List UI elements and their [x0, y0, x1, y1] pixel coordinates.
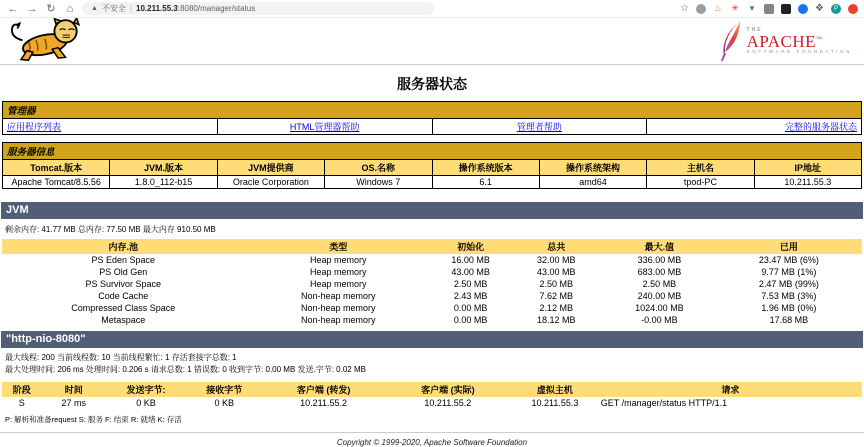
home-icon[interactable]: ⌂ [66, 2, 74, 15]
column-header: 发送字节: [106, 382, 186, 397]
table-cell: 2.43 MB [453, 291, 488, 301]
table-cell: Non-heap memory [300, 315, 376, 325]
reload-icon[interactable]: ↻ [46, 2, 56, 15]
table-cell: Apache Tomcat/8.5.56 [3, 176, 110, 189]
table-row [3, 176, 862, 189]
table-row [2, 302, 862, 314]
table-cell: 10.211.55.3 [754, 176, 861, 189]
link-manager-help[interactable]: 管理者帮助 [516, 122, 562, 132]
column-header: 操作系统版本 [432, 160, 539, 176]
table-cell: 1024.00 MB [635, 303, 684, 313]
table-cell: 6.1 [432, 176, 539, 189]
table-cell: -0.00 MB [641, 315, 678, 325]
table-cell: Heap memory [309, 255, 367, 265]
stage-legend: P: 解析和准备request S: 服务 F: 结束 R: 就绪 K: 存活 [5, 414, 182, 424]
table-cell: 17.68 MB [769, 315, 809, 325]
manager-table [2, 101, 862, 135]
tomcat-logo [6, 18, 88, 64]
table-cell: 23.47 MB (6%) [758, 255, 819, 265]
page-title: 服务器状态 [397, 76, 467, 92]
table-cell: 18.12 MB [536, 315, 576, 325]
table-cell: 9.77 MB (1%) [761, 267, 817, 277]
manager-links-row [3, 119, 862, 135]
connector-thread-stats: 最大线程: 200 当前线程数: 10 当前线程繁忙: 1 存活套接字总数: 1 [5, 353, 237, 362]
browser-toolbar [0, 0, 864, 18]
column-header: IP地址 [754, 160, 861, 176]
table-cell: PS Eden Space [91, 255, 156, 265]
column-header: 主机名 [647, 160, 754, 176]
jvm-section-banner: JVM [1, 202, 863, 219]
table-cell: 2.50 MB [453, 279, 488, 289]
manager-cell [647, 119, 862, 135]
table-cell: Non-heap memory [300, 291, 376, 301]
manager-section-title: 管理器 [3, 102, 862, 119]
manager-cell [3, 119, 218, 135]
table-cell: Heap memory [309, 267, 367, 277]
table-cell: Code Cache [98, 291, 149, 301]
extension-icon-6[interactable] [848, 4, 858, 14]
table-cell: 240.00 MB [637, 291, 682, 301]
table-cell: 2.50 MB [539, 279, 573, 289]
profile-avatar[interactable]: P [831, 4, 841, 14]
column-header: 时间 [42, 382, 107, 397]
extension-icon-3[interactable]: ▾ [747, 4, 757, 14]
table-cell: Oracle Corporation [217, 176, 324, 189]
table-row [2, 397, 862, 409]
apache-the-label: THE [746, 26, 763, 33]
url-path: :8080/manager/status [177, 4, 256, 13]
table-cell: Metaspace [101, 315, 146, 325]
table-row [2, 314, 862, 326]
table-cell: 10.211.55.3 [531, 397, 579, 408]
table-cell: S [18, 397, 25, 408]
table-cell: Windows 7 [325, 176, 432, 189]
column-header: 虚拟主机 [511, 382, 599, 397]
table-cell: 10.211.55.2 [300, 397, 348, 408]
server-info-title-row [3, 143, 862, 160]
table-cell: PS Old Gen [99, 267, 148, 277]
link-complete-server-status[interactable]: 完整的服务器状态 [784, 122, 857, 132]
table-cell: 0.00 MB [453, 315, 488, 325]
toolbar-extensions [680, 4, 858, 14]
connector-section-banner: "http-nio-8080" [1, 331, 863, 348]
apache-feather-icon [718, 20, 744, 62]
table-cell: PS Survivor Space [85, 279, 162, 289]
table-header-row [2, 382, 862, 397]
column-header: 操作系统架构 [539, 160, 646, 176]
connector-request-stats: 最大处理时间: 206 ms 处理时间: 0.206 s 请求总数: 1 错误数: 0 收到字节: 0.00 MB 发送.字节: 0.02 MB [5, 365, 366, 375]
table-cell: 27 ms [61, 397, 87, 408]
table-cell: 2.12 MB [539, 303, 573, 313]
link-html-manager-help[interactable]: HTML管理器帮助 [289, 122, 360, 132]
apache-logo [718, 20, 852, 62]
column-header: 客户端 (转发) [263, 382, 385, 397]
server-info-table [2, 142, 862, 189]
table-cell: 2.47 MB (99%) [758, 279, 819, 289]
column-header: 最大.值 [603, 239, 716, 254]
camera-extension-icon[interactable] [764, 4, 774, 14]
extension-icon-1[interactable] [696, 4, 706, 14]
table-cell: 10.211.55.2 [424, 397, 472, 408]
column-header: 客户端 (实际) [385, 382, 511, 397]
jvm-memory-table [2, 239, 862, 326]
column-header: 类型 [245, 239, 432, 254]
connector-stats [5, 352, 859, 377]
table-cell: 16.00 MB [451, 255, 490, 265]
column-header: OS.名称 [325, 160, 432, 176]
manager-cell [217, 119, 432, 135]
extension-icon-2[interactable]: ✳ [731, 3, 739, 13]
apache-name-label: APACHE™ [746, 31, 823, 51]
table-cell: tpod-PC [647, 176, 754, 189]
table-cell: amd64 [539, 176, 646, 189]
forward-icon[interactable]: → [26, 2, 38, 15]
table-cell: GET /manager/status HTTP/1.1 [600, 397, 728, 408]
connector-request-table [2, 382, 862, 409]
extension-icon-5[interactable] [798, 4, 808, 14]
page-header [0, 18, 864, 65]
apache-sub-label: SOFTWARE FOUNDATION [746, 48, 852, 54]
table-header-row [2, 239, 862, 254]
table-row [2, 290, 862, 302]
server-info-section-title: 服务器信息 [3, 143, 862, 160]
table-cell: Compressed Class Space [71, 303, 176, 313]
table-cell: 7.53 MB (3%) [761, 291, 817, 301]
table-cell: 32.00 MB [536, 255, 576, 265]
table-cell: Heap memory [309, 279, 367, 289]
table-cell: 43.00 MB [451, 267, 490, 277]
back-icon[interactable]: ← [7, 2, 19, 15]
table-cell: 7.62 MB [539, 291, 573, 301]
table-cell: 1.8.0_112-b15 [110, 176, 217, 189]
url-text [136, 4, 255, 13]
table-cell: 2.50 MB [642, 279, 677, 289]
address-bar[interactable] [82, 2, 434, 15]
table-cell: 683.00 MB [637, 267, 682, 277]
column-header: 请求 [599, 382, 862, 397]
bookmark-star-icon[interactable]: ☆ [680, 2, 690, 14]
column-header: JVM.版本 [110, 160, 217, 176]
table-cell: 1.96 MB (0%) [761, 303, 817, 313]
tomcat-extension-icon[interactable]: ♨ [713, 3, 723, 13]
column-header: 已用 [716, 239, 862, 254]
manager-cell [432, 119, 647, 135]
table-cell: 336.00 MB [637, 255, 682, 265]
table-header-row [3, 160, 862, 176]
link-applications-list[interactable]: 应用程序列表 [7, 122, 62, 132]
table-cell: 0 KB [136, 397, 156, 408]
table-cell: Non-heap memory [300, 303, 376, 313]
column-header: 初始化 [432, 239, 509, 254]
column-header: 阶段 [2, 382, 42, 397]
table-cell: 0 KB [214, 397, 235, 408]
table-cell: 0.00 MB [453, 303, 488, 313]
table-row [2, 278, 862, 290]
table-cell: 43.00 MB [536, 267, 576, 277]
manager-title-row [3, 102, 862, 119]
copyright-notice: Copyright © 1999-2020, Apache Software Foundation [336, 437, 528, 447]
table-row [2, 254, 862, 266]
column-header: 总共 [509, 239, 603, 254]
jvm-memory-summary: 剩余内存: 41.77 MB 总内存: 77.50 MB 最大内存 910.50 MB [5, 225, 216, 234]
trademark: ™ [816, 36, 823, 43]
footer-divider [0, 432, 864, 433]
column-header: 接收字节 [186, 382, 263, 397]
not-secure-warning-icon: ▲ [91, 5, 98, 12]
table-row [2, 266, 862, 278]
url-separator: | [129, 4, 133, 13]
extension-icon-4[interactable] [781, 4, 791, 14]
column-header: JVM提供商 [217, 160, 324, 176]
column-header: Tomcat.版本 [3, 160, 110, 176]
extensions-puzzle-icon[interactable]: ❖ [815, 2, 824, 14]
not-secure-label: 不安全 [101, 4, 126, 13]
url-host: 10.211.55.3 [136, 4, 178, 13]
column-header: 内存.池 [2, 239, 245, 254]
